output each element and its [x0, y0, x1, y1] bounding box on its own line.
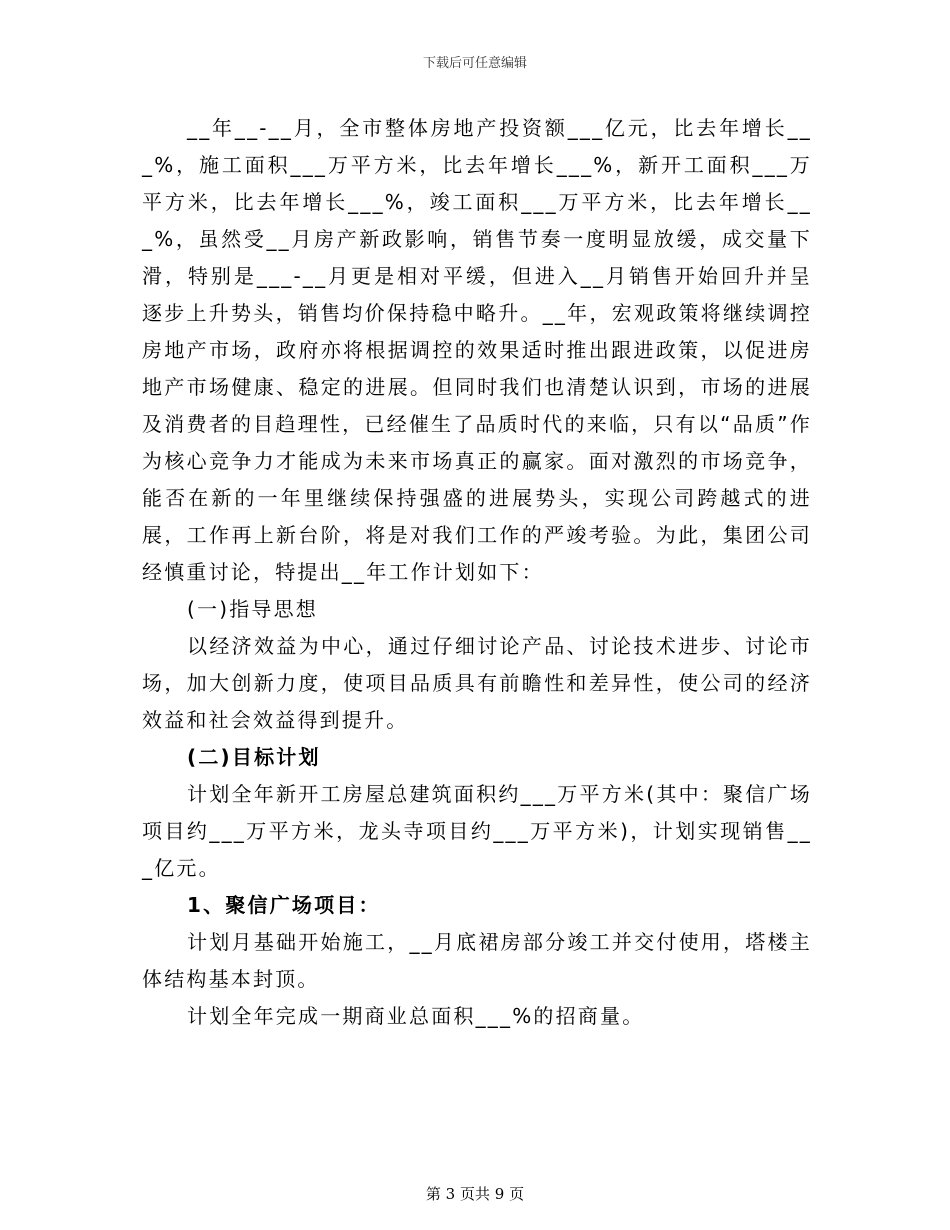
page-header: 下载后可任意编辑 — [422, 56, 527, 71]
intro-paragraph: __年__-__月，全市整体房地产投资额___亿元，比去年增长___%，施工面积___万平方米，比去年增长___%，新开工面积___万平方米，比去年增长___%，竣工面积___万平方米，比去年增长___%，虽然受__月房产新政影响，销售节奏一度明显放缓，成交量下滑，特别是___-__月更是相对平缓，但进入__月销售开始回升并呈逐步上升势头，销售均价保持稳中略升。__年，宏观政策将继续调控房地产市场，政府亦将根据调控的效果适时推出跟进政策，以促进房地产市场健康、稳定的进展。但同时我们也清楚认识到，市场的进展及消费者的目趋理性，已经催生了品质时代的来临，只有以“品质”作为核心竞争力才能成为未来市场真正的赢家。面对激烈的市场竞争，能否在新的一年里继续保持强盛的进展势头，实现公司跨越式的进展，工作再上新台阶，将是对我们工作的严竣考验。为此，集团公司经慎重讨论，特提出__年工作计划如下： — [142, 116, 812, 584]
target-plan-paragraph: 计划全年新开工房屋总建筑面积约___万平方米(其中：聚信广场项目约___万平方米，龙头寺项目约___万平方米)，计划实现销售___亿元。 — [142, 782, 812, 880]
section-heading-guiding-ideology: (一)指导思想 — [187, 597, 319, 621]
guiding-ideology-paragraph: 以经济效益为中心，通过仔细讨论产品、讨论技术进步、讨论市场，加大创新力度，使项目品质具有前瞻性和差异性，使公司的经济效益和社会效益得到提升。 — [142, 634, 812, 732]
subsection-heading-juxin-plaza: 1、聚信广场项目： — [187, 893, 381, 917]
section-heading-target-plan: (二)目标计划 — [187, 745, 321, 769]
juxin-plaza-construction-paragraph: 计划月基础开始施工，__月底裙房部分竣工并交付使用，塔楼主体结构基本封顶。 — [142, 930, 812, 991]
juxin-plaza-leasing-paragraph: 计划全年完成一期商业总面积___%的招商量。 — [187, 1004, 645, 1028]
document-body — [142, 110, 812, 1035]
page-footer: 第 3 页共 9 页 — [425, 1185, 525, 1203]
